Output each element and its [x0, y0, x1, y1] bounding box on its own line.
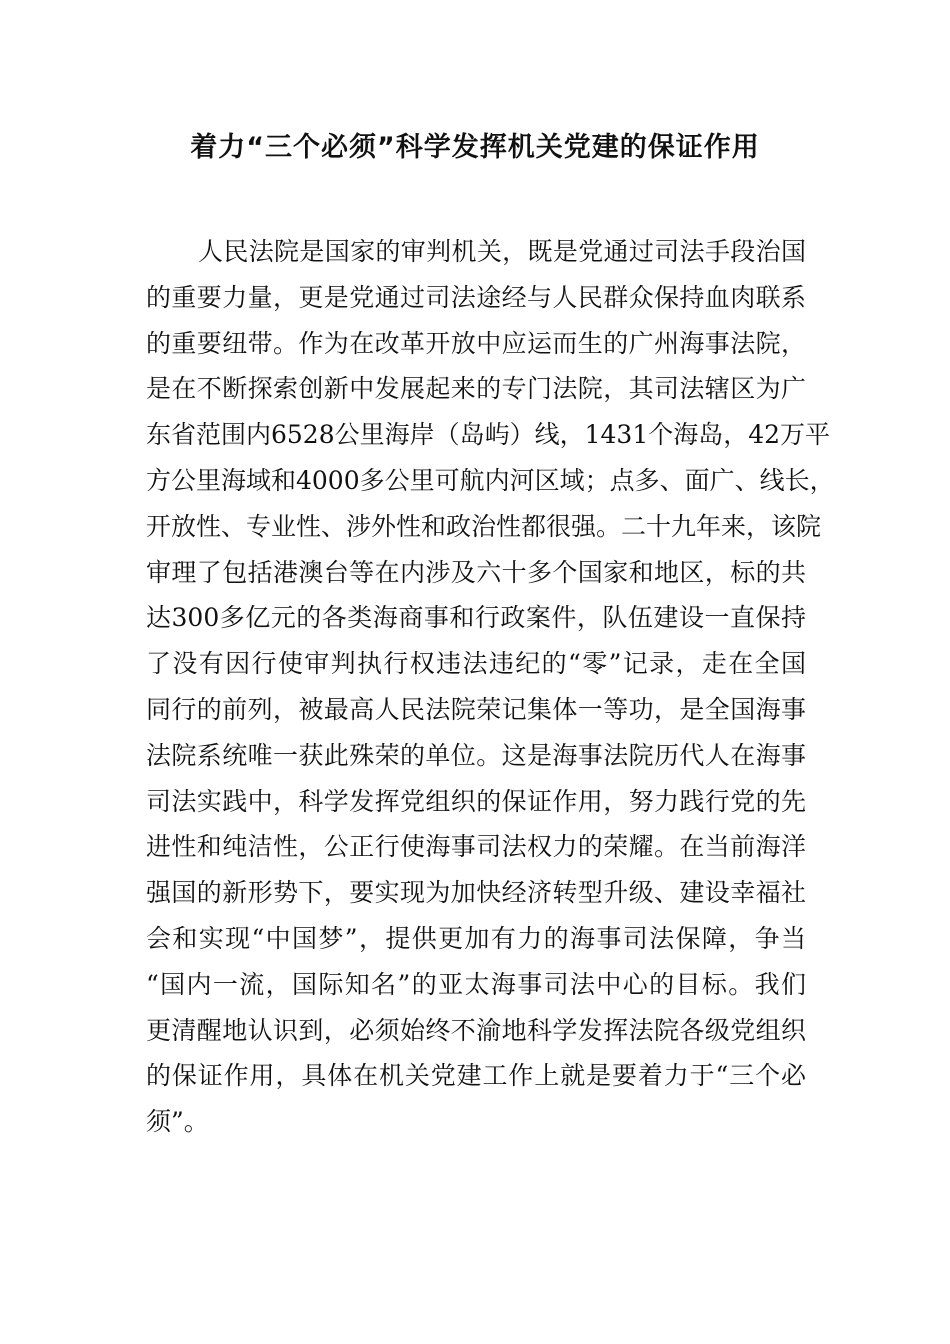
paragraph-line: 的保证作用，具体在机关党建工作上就是要着力于“三个必 — [146, 1061, 806, 1091]
paragraph-line: 强国的新形势下，要实现为加快经济转型升级、建设幸福社 — [146, 878, 806, 908]
paragraph-line: 更清醒地认识到，必须始终不渝地科学发挥法院各级党组织 — [146, 1015, 806, 1045]
paragraph-line: 达300多亿元的各类海商事和行政案件，队伍建设一直保持 — [146, 603, 806, 633]
paragraph-line: 东省范围内6528公里海岸（岛屿）线，1431个海岛，42万平 — [146, 420, 831, 450]
paragraph-line: 进性和纯洁性，公正行使海事司法权力的荣耀。在当前海洋 — [146, 832, 806, 862]
paragraph-line: 会和实现“中国梦”，提供更加有力的海事司法保障，争当 — [146, 923, 806, 953]
paragraph-line: 法院系统唯一获此殊荣的单位。这是海事法院历代人在海事 — [146, 740, 806, 770]
paragraph-line: 了没有因行使审判执行权违法违纪的“零”记录，走在全国 — [146, 649, 806, 679]
paragraph-line: 的重要纽带。作为在改革开放中应运而生的广州海事法院， — [146, 328, 806, 358]
paragraph-line: 同行的前列，被最高人民法院荣记集体一等功，是全国海事 — [146, 694, 806, 724]
paragraph-line: 审理了包括港澳台等在内涉及六十多个国家和地区，标的共 — [146, 557, 806, 587]
body-paragraph — [146, 229, 835, 1145]
paragraph-line: 开放性、专业性、涉外性和政治性都很强。二十九年来，该院 — [146, 511, 822, 541]
paragraph-line: “国内一流，国际知名”的亚太海事司法中心的目标。我们 — [146, 969, 806, 999]
paragraph-line: 须”。 — [146, 1107, 209, 1137]
paragraph-line: 是在不断探索创新中发展起来的专门法院，其司法辖区为广 — [146, 374, 806, 404]
page-title: 着力“三个必须”科学发挥机关党建的保证作用 — [190, 132, 760, 163]
paragraph-line: 方公里海域和4000多公里可航内河区域；点多、面广、线长， — [146, 465, 835, 495]
paragraph-line: 的重要力量，更是党通过司法途经与人民群众保持血肉联系 — [146, 282, 806, 312]
paragraph-line: 司法实践中，科学发挥党组织的保证作用，努力践行党的先 — [146, 786, 806, 816]
paragraph-line: 人民法院是国家的审判机关，既是党通过司法手段治国 — [198, 237, 806, 266]
